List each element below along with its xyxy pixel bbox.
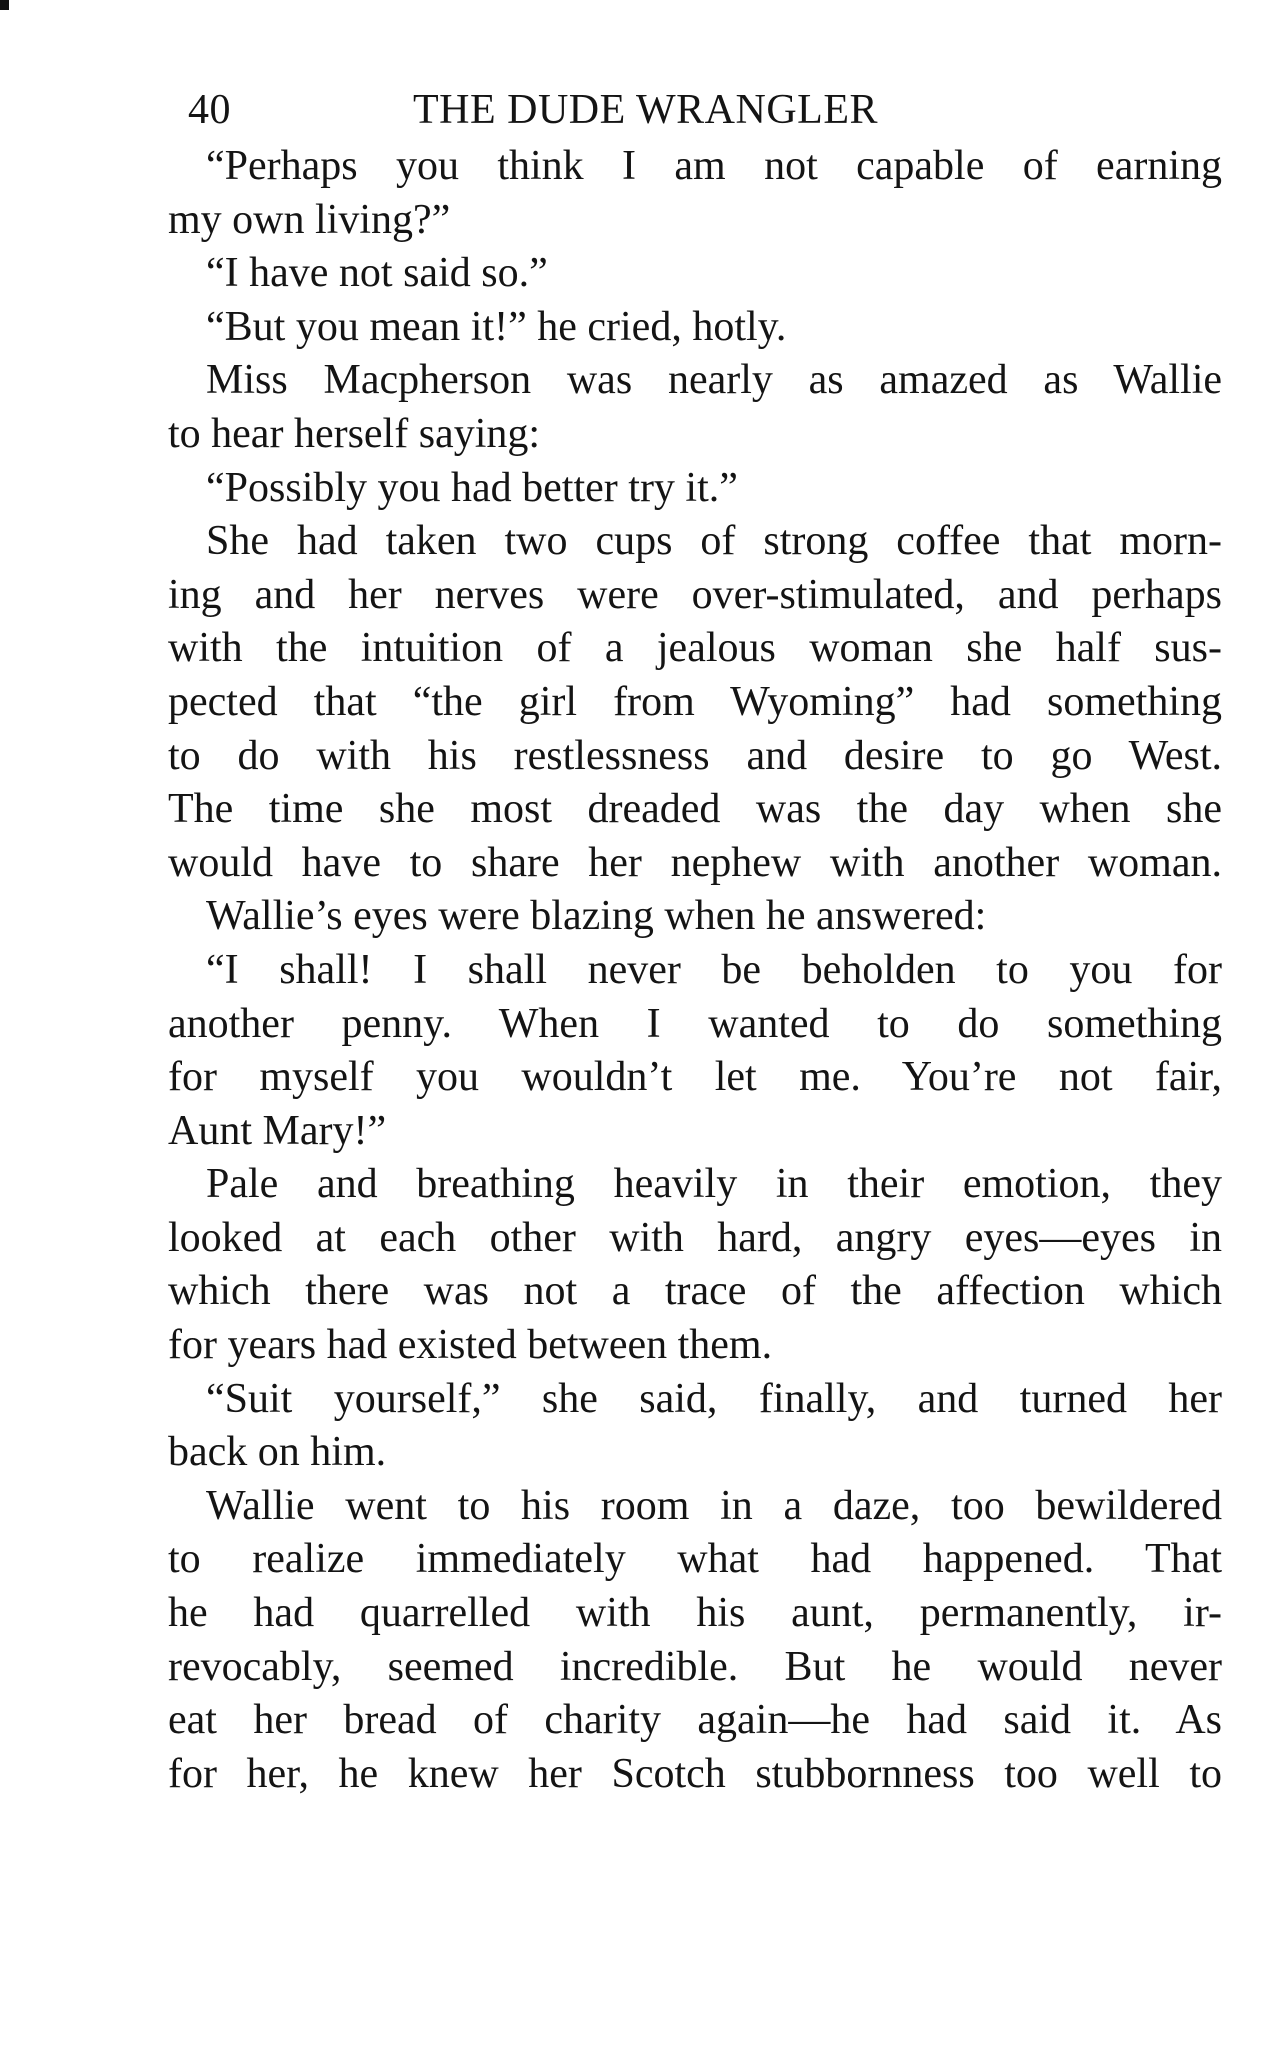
text-line: pected that “the girl from Wyoming” had something	[168, 678, 1222, 725]
text-line: back on him.	[168, 1429, 387, 1476]
text-line: Wallie’s eyes were blazing when he answered:	[206, 893, 987, 940]
text-line: “But you mean it!” he cried, hotly.	[206, 303, 787, 350]
text-line: looked at each other with hard, angry eyes—eyes in	[168, 1214, 1222, 1261]
text-line: another penny. When I wanted to do something	[168, 1000, 1222, 1047]
page-header	[168, 70, 1222, 140]
text-line: for years had existed between them.	[168, 1322, 773, 1369]
text-line: my own living?”	[168, 196, 451, 243]
text-line: to realize immediately what had happened. That	[168, 1536, 1222, 1583]
book-page	[168, 70, 1222, 1801]
text-line: “Suit yourself,” she said, finally, and turned her	[206, 1375, 1222, 1422]
text-line: for her, he knew her Scotch stubbornness too well to	[168, 1750, 1222, 1797]
text-line: The time she most dreaded was the day when she	[168, 786, 1222, 833]
text-line: Miss Macpherson was nearly as amazed as Wallie	[206, 357, 1222, 404]
text-line: to do with his restlessness and desire to go West.	[168, 732, 1222, 779]
running-title: THE DUDE WRANGLER	[413, 87, 879, 133]
text-line: he had quarrelled with his aunt, permanently, ir-	[168, 1590, 1222, 1637]
text-line: “I shall! I shall never be beholden to you for	[206, 946, 1222, 993]
text-line: Aunt Mary!”	[168, 1107, 387, 1154]
text-line: Wallie went to his room in a daze, too bewildered	[206, 1482, 1222, 1529]
body-text	[168, 140, 1222, 1801]
text-line: Pale and breathing heavily in their emotion, they	[206, 1161, 1222, 1208]
text-line: “Perhaps you think I am not capable of earning	[206, 143, 1222, 189]
text-line: to hear herself saying:	[168, 410, 541, 457]
text-line: for myself you wouldn’t let me. You’re not fair,	[168, 1054, 1222, 1101]
text-line: revocably, seemed incredible. But he would never	[168, 1643, 1222, 1690]
text-line: ing and her nerves were over-stimulated, and perhaps	[168, 571, 1222, 618]
text-line: eat her bread of charity again—he had said it. As	[168, 1697, 1222, 1744]
text-line: She had taken two cups of strong coffee that morn-	[206, 518, 1222, 565]
text-line: would have to share her nephew with another woman.	[168, 839, 1222, 886]
text-line: “I have not said so.”	[206, 250, 548, 297]
page-number: 40	[188, 87, 231, 133]
text-line: “Possibly you had better try it.”	[206, 464, 738, 511]
text-line: with the intuition of a jealous woman she half sus-	[168, 625, 1222, 672]
text-line: which there was not a trace of the affection which	[168, 1268, 1222, 1315]
scan-speck	[0, 0, 9, 10]
